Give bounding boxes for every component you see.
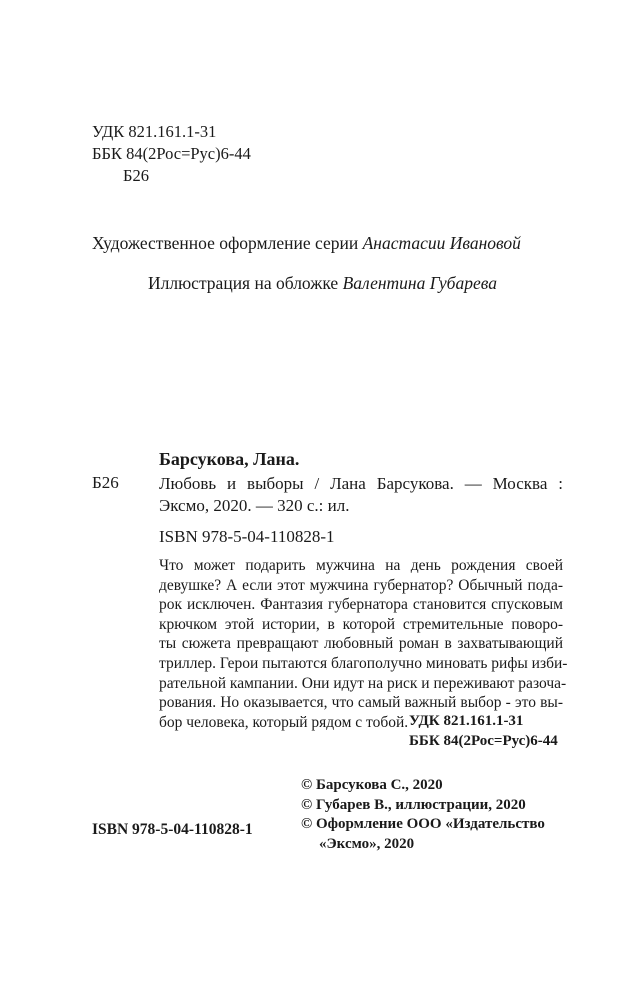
copyright-illustrations: © Губарев В., иллюстрации, 2020 xyxy=(301,796,526,813)
bottom-classification-codes xyxy=(409,711,558,751)
annotation-line: девушке? А если этот мужчина губернатор? Обычный пода- xyxy=(159,576,563,594)
cover-illustrator-name: Валентина Губарева xyxy=(342,273,497,293)
annotation-line: триллер. Герои пытаются благополучно миновать рифы изби- xyxy=(159,654,568,672)
annotation-line: крючком этой истории, в которой стремительные поворо- xyxy=(159,615,563,633)
isbn-bottom: ISBN 978-5-04-110828-1 xyxy=(92,821,253,838)
annotation-line: рательной кампании. Они идут на риск и переживают разоча- xyxy=(159,674,567,692)
series-design-label: Художественное оформление серии xyxy=(92,233,363,253)
udk-code: УДК 821.161.1-31 xyxy=(92,122,217,141)
copyright-publisher: «Эксмо», 2020 xyxy=(319,835,415,852)
annotation-line: рования. Но оказывается, что самый важный выбор - это вы- xyxy=(159,694,563,712)
bbk-code: ББК 84(2Рос=Рус)6-44 xyxy=(92,144,251,163)
annotation-line: Что может подарить мужчина на день рождения своей xyxy=(159,557,563,574)
cover-illustration-label: Иллюстрация на обложке xyxy=(148,273,343,293)
bbk-code-bold: ББК 84(2Рос=Рус)6-44 xyxy=(409,733,558,749)
bibliographic-description: Любовь и выборы / Лана Барсукова. — Москва : Эксмо, 2020. — 320 с.: ил. xyxy=(159,474,563,515)
annotation-line: рок исключен. Фантазия губернатора становится спусковым xyxy=(159,596,563,614)
bibliographic-isbn: ISBN 978-5-04-110828-1 xyxy=(159,527,335,546)
annotation xyxy=(159,556,568,732)
udk-code-bold: УДК 821.161.1-31 xyxy=(409,713,524,729)
copyright-author: © Барсукова С., 2020 xyxy=(301,777,443,793)
top-classification-codes xyxy=(92,121,251,187)
series-designer-name: Анастасии Ивановой xyxy=(362,233,521,253)
copyright-block xyxy=(301,776,545,854)
bibliographic-author: Барсукова, Лана. xyxy=(159,449,300,469)
annotation-line: ты сюжета превращают любовный роман в захватывающий xyxy=(159,635,563,653)
annotation-line: бор человека, который рядом с тобой. xyxy=(159,713,409,731)
bibliographic-cipher: Б26 xyxy=(92,473,119,492)
series-design-credit xyxy=(92,232,521,254)
cover-illustration-credit xyxy=(148,272,497,294)
copyright-design: © Оформление ООО «Издательство xyxy=(301,816,545,832)
author-cipher: Б26 xyxy=(123,166,149,185)
